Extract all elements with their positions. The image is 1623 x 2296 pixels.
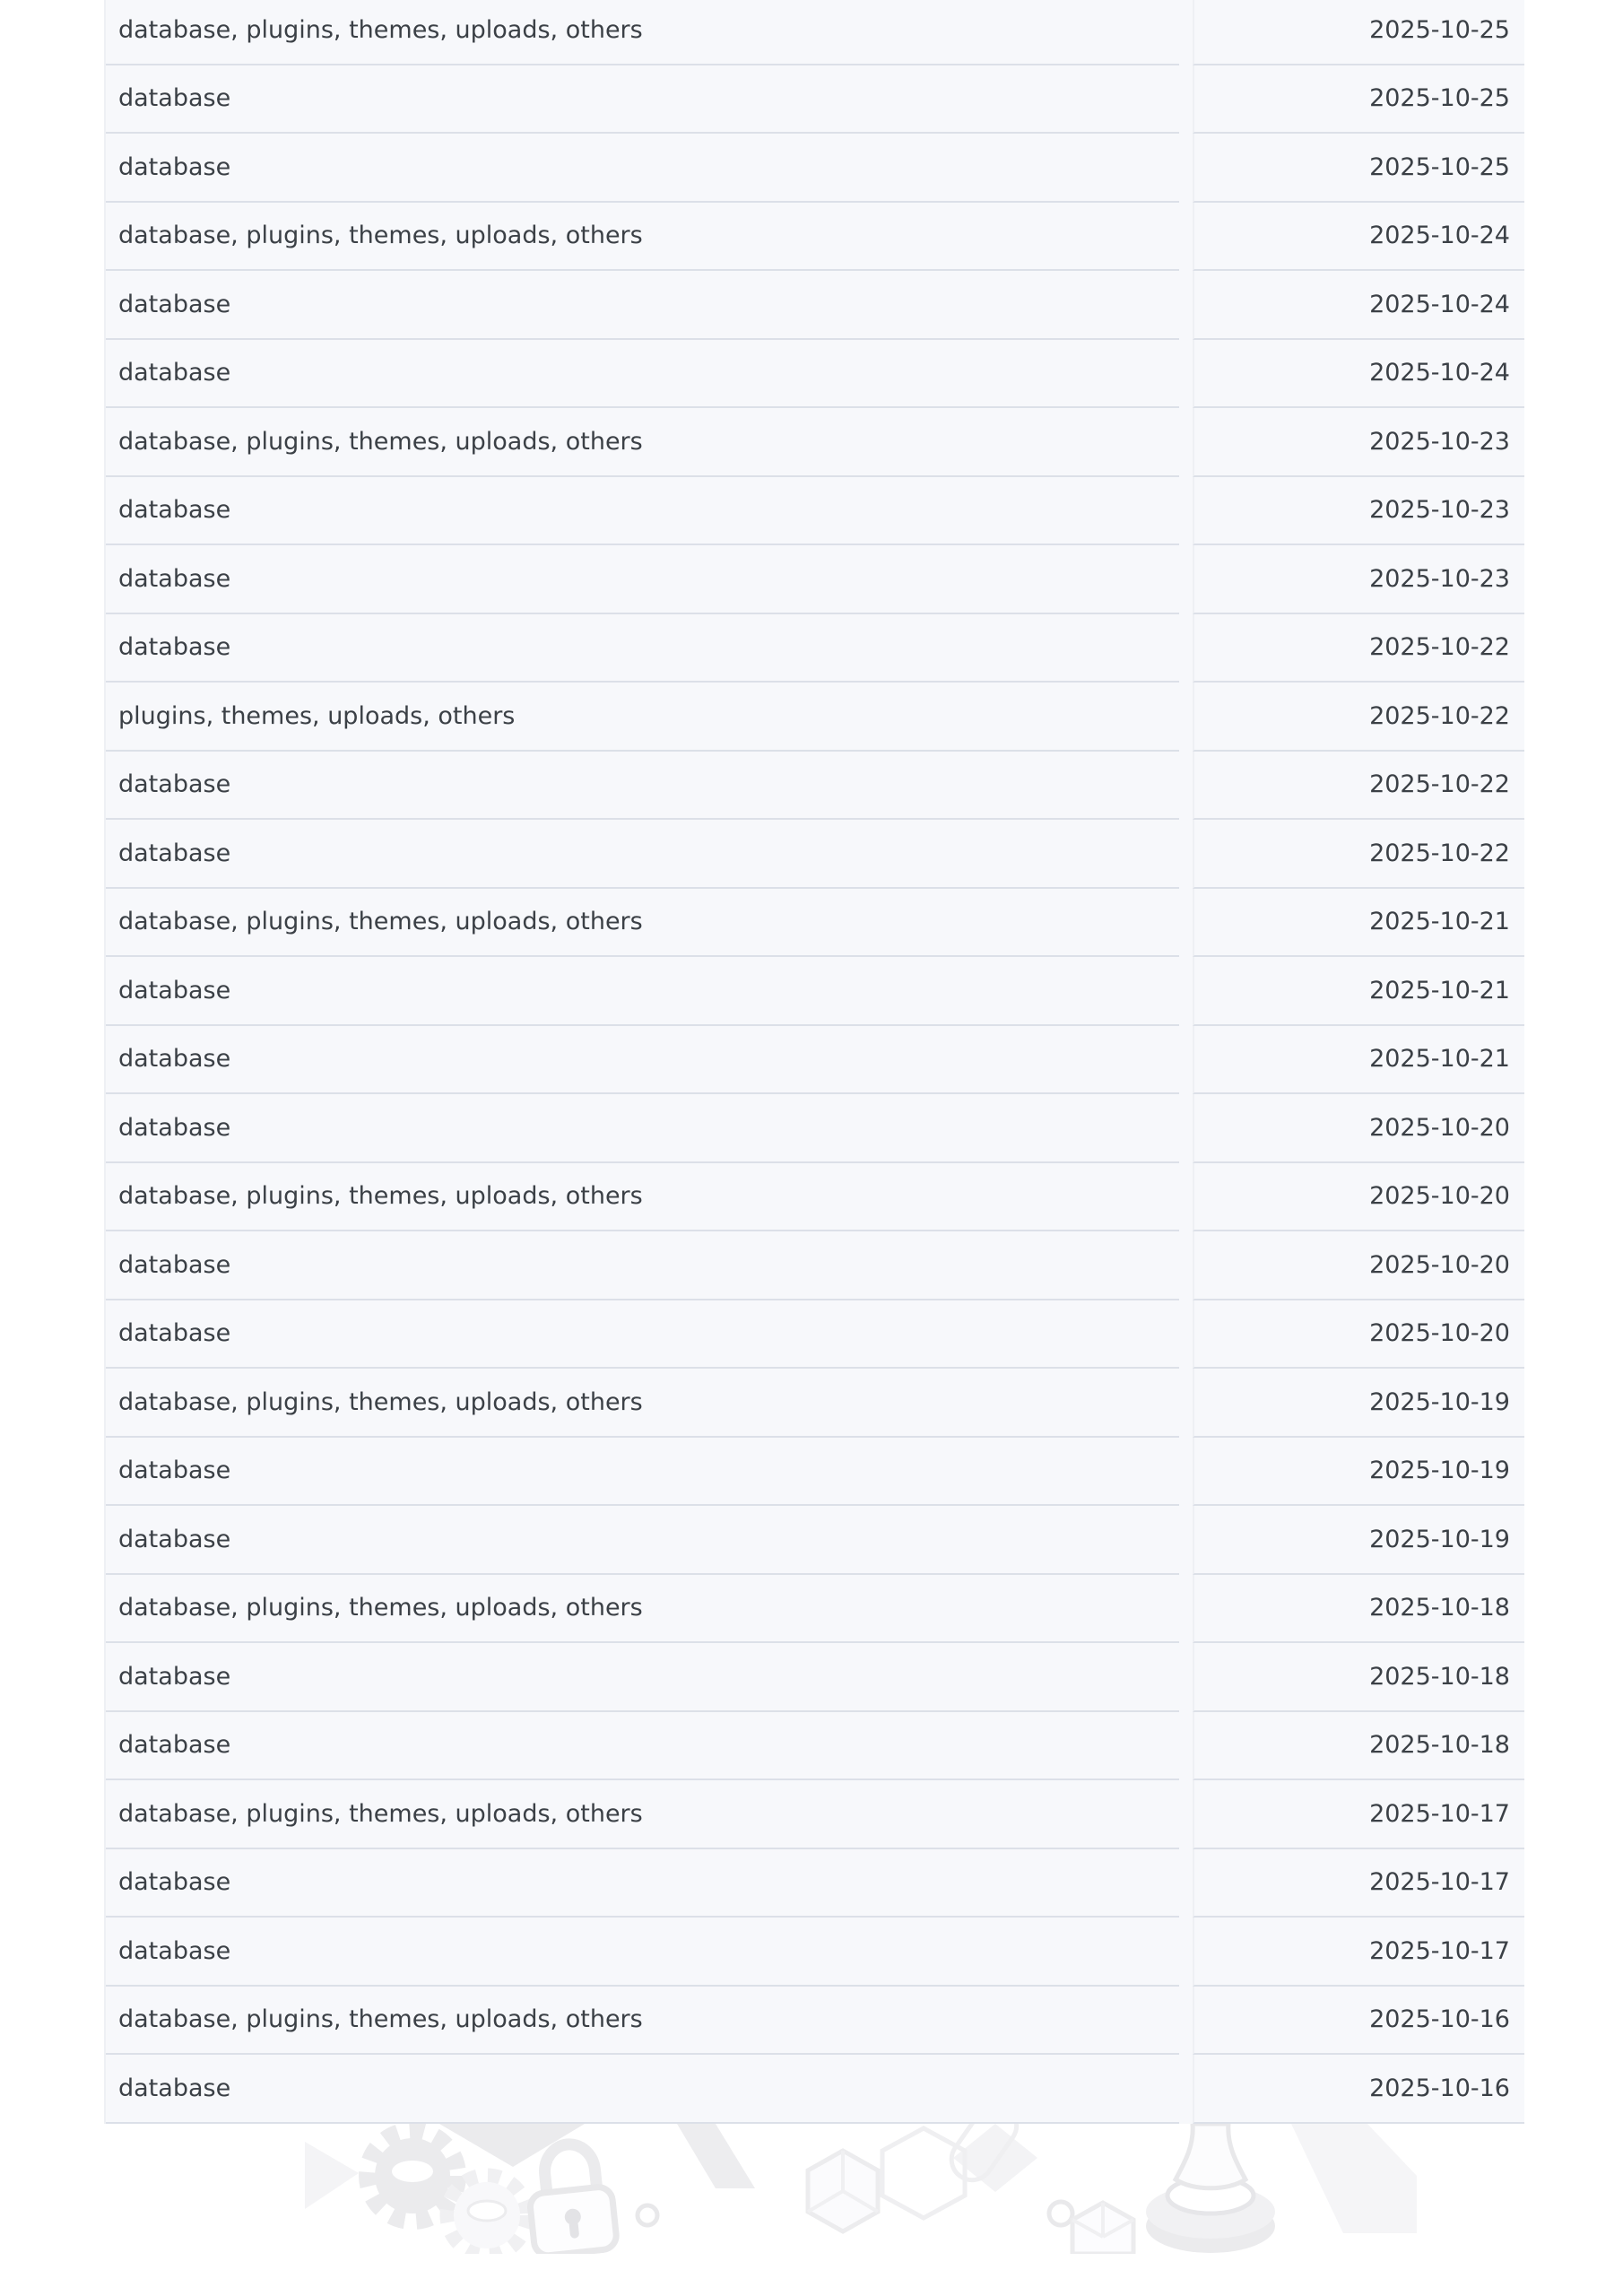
table-row (106, 2055, 1524, 2124)
backup-contents-cell: database (106, 957, 1179, 1026)
backup-list-table (104, 0, 1524, 2124)
backup-date-cell: 2025-10-17 (1193, 1780, 1524, 1849)
backup-contents-cell: database, plugins, themes, uploads, others (106, 1369, 1179, 1438)
backup-date-cell: 2025-10-22 (1193, 752, 1524, 821)
backup-contents-cell: database (106, 1712, 1179, 1781)
table-row (106, 1643, 1524, 1712)
backup-date-cell: 2025-10-19 (1193, 1506, 1524, 1575)
backup-date-cell: 2025-10-20 (1193, 1094, 1524, 1163)
backup-contents-cell: database (106, 1231, 1179, 1300)
backup-contents-cell: database (106, 1849, 1179, 1918)
backup-date-cell: 2025-10-18 (1193, 1575, 1524, 1644)
table-row (106, 271, 1524, 340)
backup-contents-cell: database (106, 820, 1179, 889)
table-row (106, 683, 1524, 752)
backup-date-cell: 2025-10-18 (1193, 1643, 1524, 1712)
ring-icon (1049, 2202, 1072, 2225)
backup-contents-cell: database, plugins, themes, uploads, others (106, 1987, 1179, 2056)
table-row (106, 1369, 1524, 1438)
backup-contents-cell: database (106, 1438, 1179, 1507)
backup-contents-cell: database (106, 545, 1179, 614)
table-row (106, 1300, 1524, 1370)
table-row (106, 614, 1524, 683)
backup-contents-cell: database (106, 1026, 1179, 1095)
backup-date-cell: 2025-10-19 (1193, 1369, 1524, 1438)
table-row (106, 1918, 1524, 1987)
backup-contents-cell: database (106, 477, 1179, 546)
table-row (106, 752, 1524, 821)
table-row (106, 1575, 1524, 1644)
backup-contents-cell: database (106, 614, 1179, 683)
backup-contents-cell: database, plugins, themes, uploads, others (106, 889, 1179, 958)
backup-date-cell: 2025-10-21 (1193, 957, 1524, 1026)
backup-contents-cell: database (106, 752, 1179, 821)
footer-illustration (305, 2124, 1417, 2254)
backup-date-cell: 2025-10-18 (1193, 1712, 1524, 1781)
joystick-icon (1146, 2124, 1275, 2253)
backup-date-cell: 2025-10-17 (1193, 1849, 1524, 1918)
backup-date-cell: 2025-10-23 (1193, 477, 1524, 546)
backup-contents-cell: database (106, 1094, 1179, 1163)
backup-date-cell: 2025-10-24 (1193, 271, 1524, 340)
table-row (106, 1506, 1524, 1575)
table-row (106, 1026, 1524, 1095)
backup-date-cell: 2025-10-23 (1193, 408, 1524, 477)
backup-date-cell: 2025-10-23 (1193, 545, 1524, 614)
backup-contents-cell: database, plugins, themes, uploads, others (106, 1780, 1179, 1849)
backup-date-cell: 2025-10-20 (1193, 1300, 1524, 1370)
backup-date-cell: 2025-10-20 (1193, 1231, 1524, 1300)
table-row (106, 1094, 1524, 1163)
backup-date-cell: 2025-10-25 (1193, 134, 1524, 203)
backup-date-cell: 2025-10-16 (1193, 1987, 1524, 2056)
table-row (106, 545, 1524, 614)
backup-contents-cell: database (106, 271, 1179, 340)
backup-contents-cell: database (106, 1643, 1179, 1712)
table-row (106, 820, 1524, 889)
table-row (106, 889, 1524, 958)
table-row (106, 134, 1524, 203)
table-row (106, 65, 1524, 135)
table-row (106, 0, 1524, 65)
backup-date-cell: 2025-10-22 (1193, 820, 1524, 889)
backup-contents-cell: plugins, themes, uploads, others (106, 683, 1179, 752)
table-row (106, 1987, 1524, 2056)
backup-table-body (106, 0, 1524, 2124)
padlock-icon (525, 2140, 618, 2254)
backup-contents-cell: database, plugins, themes, uploads, others (106, 1163, 1179, 1232)
backup-date-cell: 2025-10-24 (1193, 203, 1524, 272)
backup-contents-cell: database, plugins, themes, uploads, others (106, 203, 1179, 272)
backup-date-cell: 2025-10-25 (1193, 0, 1524, 65)
backup-contents-cell: database (106, 2055, 1179, 2124)
backup-date-cell: 2025-10-20 (1193, 1163, 1524, 1232)
ring-icon (638, 2205, 657, 2225)
backup-contents-cell: database (106, 65, 1179, 135)
table-row (106, 1163, 1524, 1232)
table-row (106, 477, 1524, 546)
backup-contents-cell: database (106, 340, 1179, 409)
table-row (106, 957, 1524, 1026)
backup-contents-cell: database, plugins, themes, uploads, others (106, 0, 1179, 65)
footer-illustration-svg (305, 2124, 1417, 2254)
table-row (106, 408, 1524, 477)
hexagon-icon (808, 2128, 965, 2231)
backup-date-cell: 2025-10-22 (1193, 683, 1524, 752)
table-row (106, 1231, 1524, 1300)
backup-contents-cell: database (106, 1506, 1179, 1575)
backup-date-cell: 2025-10-19 (1193, 1438, 1524, 1507)
backup-date-cell: 2025-10-16 (1193, 2055, 1524, 2124)
cube-icon (1072, 2203, 1133, 2254)
backup-contents-cell: database (106, 134, 1179, 203)
table-row (106, 1712, 1524, 1781)
table-row (106, 1780, 1524, 1849)
backup-date-cell: 2025-10-21 (1193, 1026, 1524, 1095)
table-row (106, 203, 1524, 272)
table-row (106, 1438, 1524, 1507)
backup-date-cell: 2025-10-21 (1193, 889, 1524, 958)
table-row (106, 1849, 1524, 1918)
table-row (106, 340, 1524, 409)
backup-date-cell: 2025-10-17 (1193, 1918, 1524, 1987)
backup-contents-cell: database (106, 1300, 1179, 1370)
backup-date-cell: 2025-10-22 (1193, 614, 1524, 683)
backup-contents-cell: database, plugins, themes, uploads, others (106, 408, 1179, 477)
backup-contents-cell: database, plugins, themes, uploads, others (106, 1575, 1179, 1644)
backup-date-cell: 2025-10-24 (1193, 340, 1524, 409)
backup-date-cell: 2025-10-25 (1193, 65, 1524, 135)
backup-contents-cell: database (106, 1918, 1179, 1987)
